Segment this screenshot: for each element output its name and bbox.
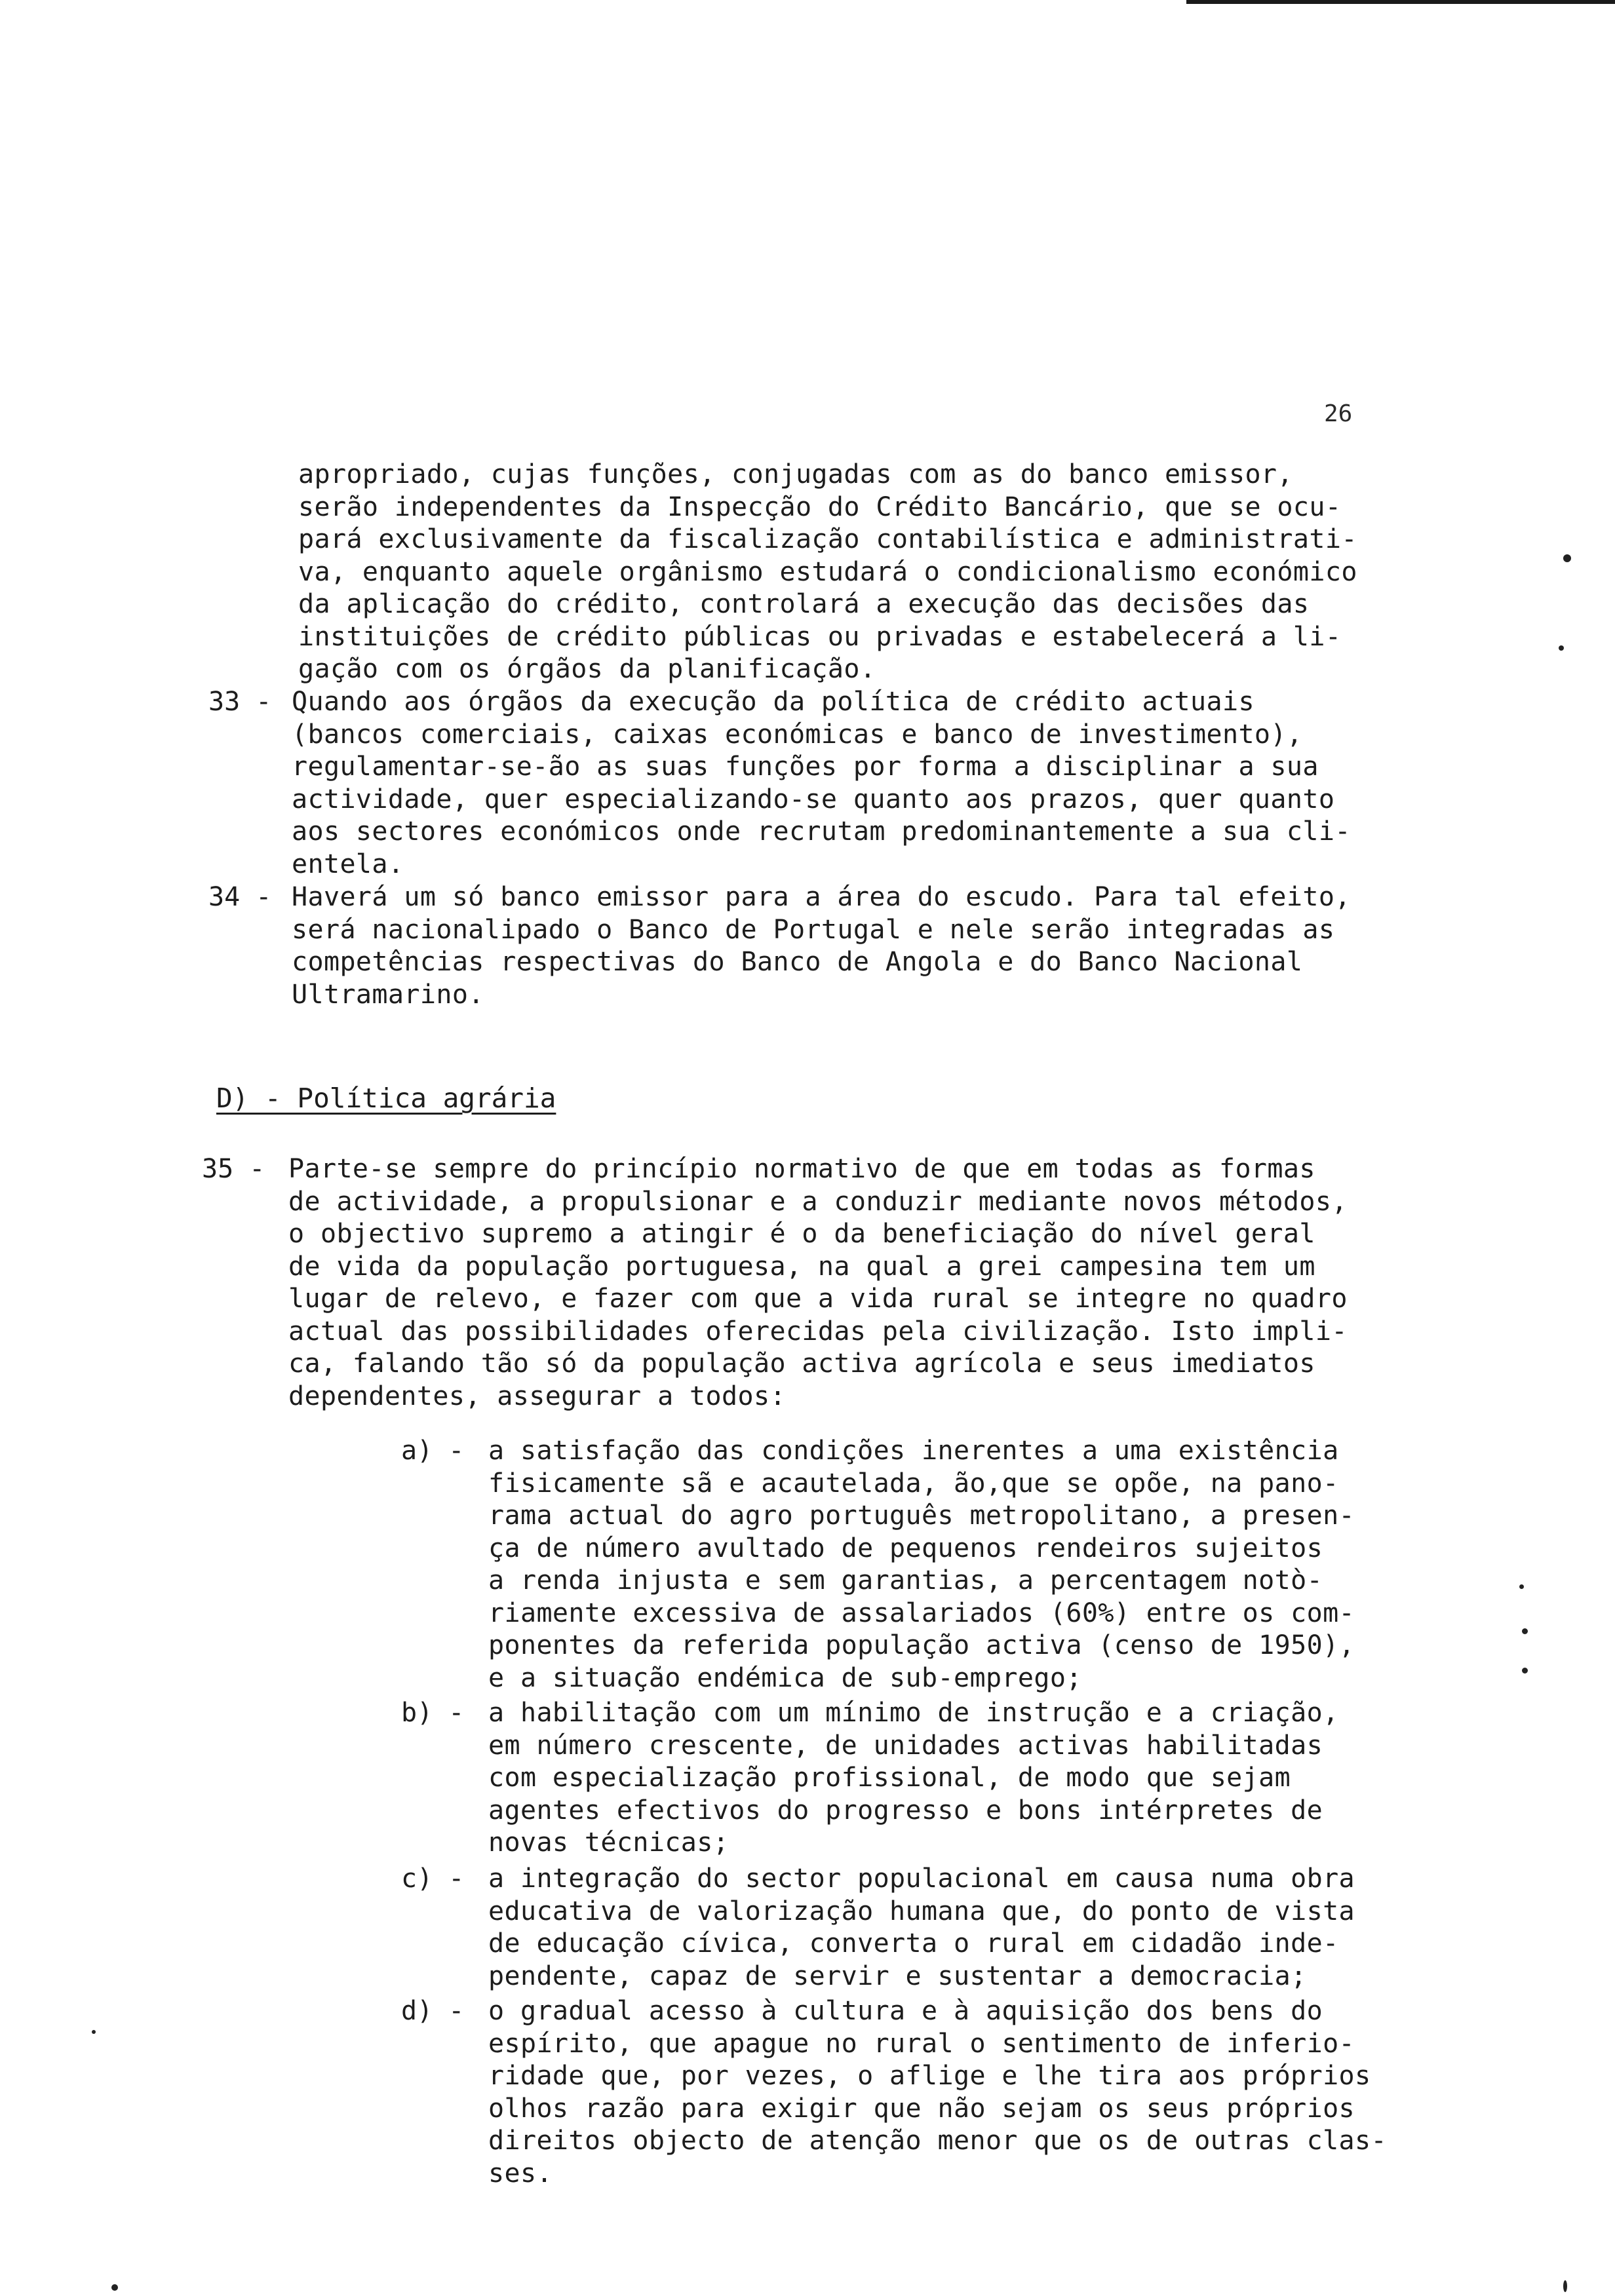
text-line: dependentes, assegurar a todos: xyxy=(288,1381,786,1411)
text-line: o objectivo supremo a atingir é o da beneficiação do nível geral xyxy=(288,1219,1315,1249)
text-line: ça de número avultado de pequenos rendeiros sujeitos xyxy=(488,1533,1323,1563)
scan-speck xyxy=(111,2284,118,2291)
item-c-label: c) - xyxy=(401,1864,465,1894)
section-heading-politica-agraria: D) - Política agrária xyxy=(216,1082,556,1114)
text-line: serão independentes da Inspecção do Crédito Bancário, que se ocu- xyxy=(298,491,1342,522)
text-line: ridade que, por vezes, o aflige e lhe tira aos próprios xyxy=(488,2061,1371,2091)
text-line: competências respectivas do Banco de Angola e do Banco Nacional xyxy=(292,947,1303,977)
text-line: gação com os órgãos da planificação. xyxy=(298,654,876,684)
text-line: da aplicação do crédito, controlará a execução das decisões das xyxy=(298,589,1310,619)
text-line: com especialização profissional, de modo que sejam xyxy=(488,1763,1291,1793)
scan-speck xyxy=(1519,1584,1524,1589)
text-line: ponentes da referida população activa (censo de 1950), xyxy=(488,1630,1355,1660)
text-line: direitos objecto de atenção menor que os de outras clas- xyxy=(488,2126,1387,2156)
text-line: lugar de relevo, e fazer com que a vida rural se integre no quadro xyxy=(288,1284,1348,1314)
text-line: actual das possibilidades oferecidas pela civilização. Isto impli- xyxy=(288,1316,1348,1347)
text-line: aos sectores económicos onde recrutam predominantemente a sua cli- xyxy=(292,816,1351,847)
paragraph-33 xyxy=(292,686,1351,881)
item-d-label: d) - xyxy=(401,1996,465,2026)
text-line: olhos razão para exigir que não sejam os seus próprios xyxy=(488,2093,1355,2124)
text-line: Haverá um só banco emissor para a área do escudo. Para tal efeito, xyxy=(292,882,1351,912)
text-line: pendente, capaz de servir e sustentar a democracia; xyxy=(488,1961,1307,1991)
text-line: ses. xyxy=(488,2158,553,2189)
text-line: a renda injusta e sem garantias, a percentagem notò- xyxy=(488,1565,1323,1596)
item-b-label: b) - xyxy=(401,1698,465,1728)
item-d-text xyxy=(488,1995,1387,2190)
text-line: novas técnicas; xyxy=(488,1827,730,1858)
text-line: Quando aos órgãos da execução da política de crédito actuais xyxy=(292,687,1255,717)
text-line: agentes efectivos do progresso e bons intérpretes de xyxy=(488,1795,1323,1826)
text-line: entela. xyxy=(292,849,404,879)
item-a-label: a) - xyxy=(401,1436,465,1466)
text-line: espírito, que apague no rural o sentimento de inferio- xyxy=(488,2028,1355,2059)
text-line: regulamentar-se-ão as suas funções por forma a disciplinar a sua xyxy=(292,752,1319,782)
text-line: (bancos comerciais, caixas económicas e banco de investimento), xyxy=(292,719,1303,750)
text-line: rama actual do agro português metropolitano, a presen- xyxy=(488,1501,1355,1531)
scan-speck xyxy=(1563,554,1571,562)
paragraph-33-number: 33 - xyxy=(208,687,272,717)
scan-speck xyxy=(1522,1628,1528,1634)
text-line: pará exclusivamente da fiscalização contabilística e administrati- xyxy=(298,524,1357,554)
item-c-text xyxy=(488,1863,1355,1993)
text-line: va, enquanto aquele orgânismo estudará o condicionalismo económico xyxy=(298,556,1357,587)
text-line: de vida da população portuguesa, na qual a grei campesina tem um xyxy=(288,1251,1315,1282)
scan-speck xyxy=(1559,645,1564,651)
text-line: Parte-se sempre do princípio normativo de que em todas as formas xyxy=(288,1154,1315,1184)
text-line: riamente excessiva de assalariados (60%) entre os com- xyxy=(488,1598,1355,1628)
text-line: o gradual acesso à cultura e à aquisição dos bens do xyxy=(488,1996,1323,2026)
scan-speck xyxy=(1522,1668,1528,1674)
text-line: Ultramarino. xyxy=(292,979,484,1010)
text-line: e a situação endémica de sub-emprego; xyxy=(488,1662,1082,1693)
text-line: a satisfação das condições inerentes a uma existência xyxy=(488,1436,1339,1466)
text-line: a habilitação com um mínimo de instrução e a criação, xyxy=(488,1698,1339,1728)
text-line: de educação cívica, converta o rural em cidadão inde- xyxy=(488,1928,1339,1959)
text-line: fisicamente sã e acautelada, ão,que se opõe, na pano- xyxy=(488,1468,1339,1499)
paragraph-35-number: 35 - xyxy=(202,1154,265,1184)
text-line: actividade, quer especializando-se quanto aos prazos, quer quanto xyxy=(292,784,1335,814)
text-line: ca, falando tão só da população activa agrícola e seus imediatos xyxy=(288,1349,1315,1379)
paragraph-34-number: 34 - xyxy=(208,882,272,912)
text-line: apropriado, cujas funções, conjugadas com as do banco emissor, xyxy=(298,459,1293,489)
text-line: em número crescente, de unidades activas habilitadas xyxy=(488,1730,1323,1761)
opening-paragraph xyxy=(298,459,1357,686)
text-line: de actividade, a propulsionar e a conduzir mediante novos métodos, xyxy=(288,1186,1348,1217)
text-line: será nacionalipado o Banco de Portugal e nele serão integradas as xyxy=(292,914,1335,945)
item-a-text xyxy=(488,1435,1355,1694)
scan-speck xyxy=(92,2030,96,2034)
scan-speck xyxy=(1563,2280,1567,2292)
text-line: a integração do sector populacional em causa numa obra xyxy=(488,1864,1355,1894)
text-line: educativa de valorização humana que, do ponto de vista xyxy=(488,1896,1355,1926)
paragraph-35 xyxy=(288,1153,1348,1413)
item-b-text xyxy=(488,1697,1339,1860)
text-line: instituições de crédito públicas ou privadas e estabelecerá a li- xyxy=(298,621,1342,652)
paragraph-34 xyxy=(292,881,1351,1011)
page-number: 26 xyxy=(1324,400,1353,427)
top-edge-rule xyxy=(1186,0,1615,4)
